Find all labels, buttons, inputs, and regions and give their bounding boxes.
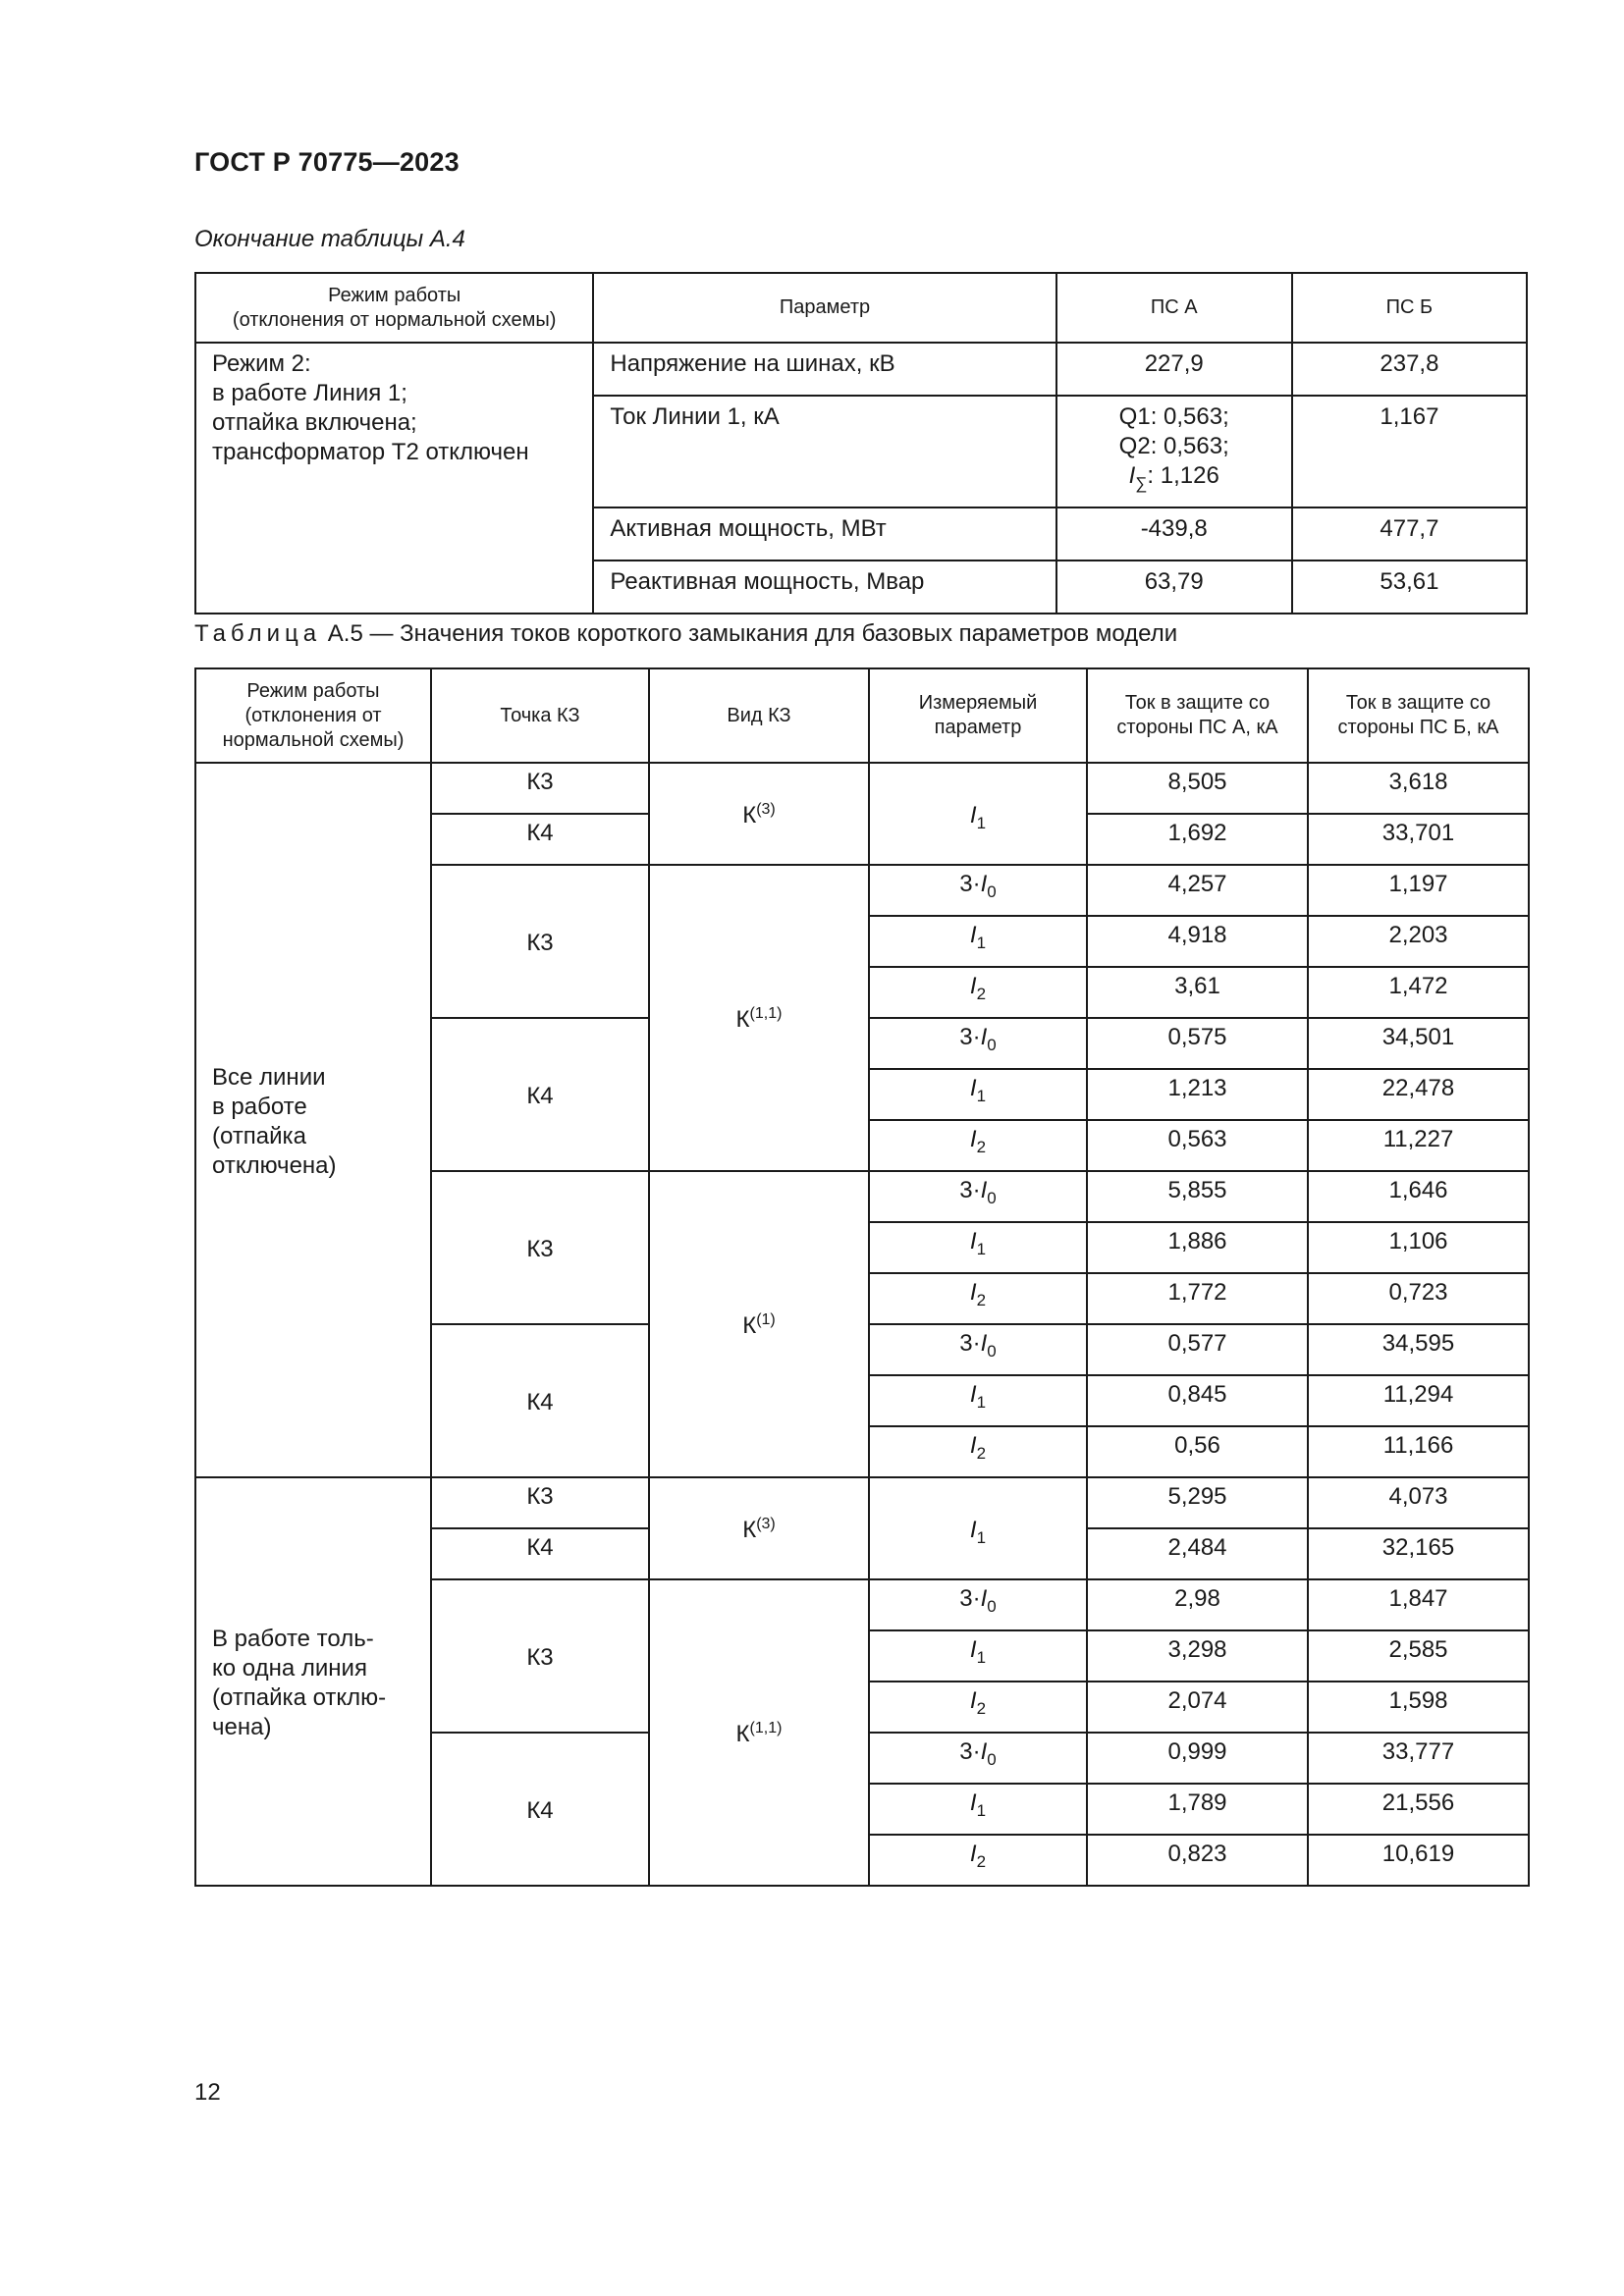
measured-param-cell bbox=[869, 1273, 1087, 1324]
measured-param-cell bbox=[869, 1630, 1087, 1682]
param-subscript: 1 bbox=[976, 934, 987, 952]
current-ps-a-value: 5,855 bbox=[1087, 1171, 1308, 1222]
current-ps-b-value: 33,701 bbox=[1308, 814, 1529, 865]
current-symbol: I bbox=[969, 1381, 977, 1408]
fault-kind-base: К bbox=[742, 1517, 757, 1543]
current-symbol: I bbox=[969, 1126, 977, 1152]
fault-point-cell: К3 bbox=[431, 1171, 649, 1324]
value-ps-b: 237,8 bbox=[1292, 343, 1527, 396]
current-ps-a-value: 0,575 bbox=[1087, 1018, 1308, 1069]
current-ps-b-value: 33,777 bbox=[1308, 1733, 1529, 1784]
value-ps-b: 53,61 bbox=[1292, 561, 1527, 614]
value-ps-b: 1,167 bbox=[1292, 396, 1527, 507]
current-ps-a-value: 8,505 bbox=[1087, 763, 1308, 814]
fault-point-cell: К4 bbox=[431, 1733, 649, 1886]
current-ps-b-value: 21,556 bbox=[1308, 1784, 1529, 1835]
current-symbol: I bbox=[969, 1432, 977, 1459]
value-ps-a bbox=[1056, 396, 1292, 507]
param-multiplier: 3· bbox=[959, 1585, 981, 1612]
current-ps-b-value: 2,585 bbox=[1308, 1630, 1529, 1682]
measured-param-cell bbox=[869, 1171, 1087, 1222]
current-symbol: I bbox=[969, 1636, 977, 1663]
measured-param-cell bbox=[869, 1120, 1087, 1171]
current-symbol: I bbox=[969, 1228, 977, 1255]
current-ps-a-value: 1,789 bbox=[1087, 1784, 1308, 1835]
param-subscript: 1 bbox=[976, 1393, 987, 1412]
measured-param-cell bbox=[869, 1784, 1087, 1835]
header-point: Точка КЗ bbox=[431, 668, 649, 763]
fault-point-cell: К3 bbox=[431, 1477, 649, 1528]
current-symbol: I bbox=[980, 1330, 988, 1357]
header-current-ps-b: Ток в защите со стороны ПС Б, кА bbox=[1308, 668, 1529, 763]
table-row bbox=[195, 1477, 1529, 1528]
q1-value: Q1: 0,563; bbox=[1118, 403, 1229, 430]
current-ps-a-value: 0,823 bbox=[1087, 1835, 1308, 1886]
current-symbol: I bbox=[969, 1517, 977, 1543]
fault-kind-cell bbox=[649, 1171, 869, 1477]
sum-subscript: ∑ bbox=[1135, 474, 1148, 493]
measured-param-cell bbox=[869, 967, 1087, 1018]
param-subscript: 0 bbox=[987, 1750, 997, 1769]
current-symbol: I bbox=[980, 871, 988, 897]
measured-param-cell bbox=[869, 1375, 1087, 1426]
value-ps-a: -439,8 bbox=[1056, 507, 1292, 561]
header-current-ps-a: Ток в защите со стороны ПС А, кА bbox=[1087, 668, 1308, 763]
fault-kind-superscript: (1) bbox=[756, 1311, 776, 1328]
param-subscript: 0 bbox=[987, 1342, 997, 1361]
current-symbol: I bbox=[969, 973, 977, 999]
table-continuation-label: Окончание таблицы А.4 bbox=[194, 226, 465, 252]
fault-kind-cell bbox=[649, 1477, 869, 1579]
current-ps-b-value: 3,618 bbox=[1308, 763, 1529, 814]
param-subscript: 1 bbox=[976, 1801, 987, 1820]
param-subscript: 2 bbox=[976, 985, 987, 1003]
value-ps-b: 477,7 bbox=[1292, 507, 1527, 561]
measured-param-cell bbox=[869, 1579, 1087, 1630]
param-multiplier: 3· bbox=[959, 1330, 981, 1357]
measured-param-cell bbox=[869, 1069, 1087, 1120]
param-subscript: 0 bbox=[987, 1597, 997, 1616]
current-ps-b-value: 4,073 bbox=[1308, 1477, 1529, 1528]
header-parameter: Параметр bbox=[593, 273, 1056, 343]
fault-kind-base: К bbox=[742, 1312, 757, 1339]
current-ps-b-value: 32,165 bbox=[1308, 1528, 1529, 1579]
current-ps-a-value: 2,98 bbox=[1087, 1579, 1308, 1630]
current-symbol: I bbox=[1128, 462, 1136, 489]
current-ps-b-value: 1,598 bbox=[1308, 1682, 1529, 1733]
current-symbol: I bbox=[969, 802, 977, 828]
header-kind: Вид КЗ bbox=[649, 668, 869, 763]
measured-param-cell bbox=[869, 1222, 1087, 1273]
table-header-row bbox=[195, 668, 1529, 763]
current-ps-a-value: 2,074 bbox=[1087, 1682, 1308, 1733]
current-ps-a-value: 0,999 bbox=[1087, 1733, 1308, 1784]
param-multiplier: 3· bbox=[959, 1177, 981, 1203]
current-ps-a-value: 5,295 bbox=[1087, 1477, 1308, 1528]
header-ps-b: ПС Б bbox=[1292, 273, 1527, 343]
current-symbol: I bbox=[969, 1279, 977, 1306]
page-number: 12 bbox=[194, 2079, 221, 2106]
current-ps-a-value: 4,918 bbox=[1087, 916, 1308, 967]
param-subscript: 2 bbox=[976, 1852, 987, 1871]
current-ps-b-value: 1,847 bbox=[1308, 1579, 1529, 1630]
fault-kind-superscript: (1,1) bbox=[749, 1005, 783, 1022]
current-ps-a-value: 4,257 bbox=[1087, 865, 1308, 916]
current-ps-b-value: 0,723 bbox=[1308, 1273, 1529, 1324]
current-ps-b-value: 10,619 bbox=[1308, 1835, 1529, 1886]
measured-param-cell bbox=[869, 865, 1087, 916]
fault-point-cell: К3 bbox=[431, 1579, 649, 1733]
current-symbol: I bbox=[969, 1841, 977, 1867]
header-mode: Режим работы (отклонения от нормальной схемы) bbox=[195, 668, 431, 763]
measured-param-cell bbox=[869, 1835, 1087, 1886]
document-header: ГОСТ Р 70775—2023 bbox=[194, 147, 460, 177]
header-mode: Режим работы (отклонения от нормальной схемы) bbox=[195, 273, 593, 343]
caption-text: А.5 — Значения токов короткого замыкания для базовых параметров модели bbox=[327, 620, 1178, 647]
current-symbol: I bbox=[980, 1177, 988, 1203]
current-symbol: I bbox=[969, 1789, 977, 1816]
table-header-row bbox=[195, 273, 1527, 343]
fault-point-cell: К4 bbox=[431, 1324, 649, 1477]
current-symbol: I bbox=[980, 1585, 988, 1612]
current-symbol: I bbox=[969, 1075, 977, 1101]
param-multiplier: 3· bbox=[959, 871, 981, 897]
param-subscript: 1 bbox=[976, 1528, 987, 1547]
current-ps-a-value: 0,563 bbox=[1087, 1120, 1308, 1171]
measured-param-cell bbox=[869, 1477, 1087, 1579]
measured-param-cell bbox=[869, 1426, 1087, 1477]
current-ps-b-value: 2,203 bbox=[1308, 916, 1529, 967]
current-symbol: I bbox=[980, 1024, 988, 1050]
table-a5 bbox=[194, 667, 1530, 1887]
current-ps-b-value: 1,646 bbox=[1308, 1171, 1529, 1222]
header-measured-param: Измеряемый параметр bbox=[869, 668, 1087, 763]
q2-value: Q2: 0,563; bbox=[1118, 433, 1229, 459]
sum-number: : 1,126 bbox=[1147, 462, 1219, 489]
param-cell: Напряжение на шинах, кВ bbox=[593, 343, 1056, 396]
fault-kind-superscript: (3) bbox=[756, 801, 776, 818]
param-subscript: 1 bbox=[976, 1648, 987, 1667]
measured-param-cell bbox=[869, 1733, 1087, 1784]
current-ps-a-value: 3,298 bbox=[1087, 1630, 1308, 1682]
current-ps-b-value: 1,197 bbox=[1308, 865, 1529, 916]
mode-cell: Режим 2: в работе Линия 1; отпайка включена; трансформатор Т2 отключен bbox=[195, 343, 593, 614]
param-cell: Реактивная мощность, Мвар bbox=[593, 561, 1056, 614]
header-ps-a: ПС А bbox=[1056, 273, 1292, 343]
measured-param-cell bbox=[869, 916, 1087, 967]
fault-kind-cell bbox=[649, 763, 869, 865]
fault-kind-cell bbox=[649, 1579, 869, 1886]
measured-param-cell bbox=[869, 1324, 1087, 1375]
value-ps-a: 63,79 bbox=[1056, 561, 1292, 614]
current-ps-a-value: 0,845 bbox=[1087, 1375, 1308, 1426]
table-row bbox=[195, 343, 1527, 396]
param-subscript: 1 bbox=[976, 814, 987, 832]
param-subscript: 1 bbox=[976, 1240, 987, 1258]
param-subscript: 2 bbox=[976, 1444, 987, 1463]
fault-kind-superscript: (3) bbox=[756, 1516, 776, 1532]
current-ps-b-value: 34,595 bbox=[1308, 1324, 1529, 1375]
mode-cell: Все линии в работе (отпайка отключена) bbox=[195, 763, 431, 1477]
current-ps-a-value: 0,56 bbox=[1087, 1426, 1308, 1477]
current-ps-a-value: 1,886 bbox=[1087, 1222, 1308, 1273]
param-cell: Ток Линии 1, кА bbox=[593, 396, 1056, 507]
fault-point-cell: К4 bbox=[431, 814, 649, 865]
current-ps-a-value: 1,213 bbox=[1087, 1069, 1308, 1120]
sum-value bbox=[1073, 461, 1275, 491]
current-ps-b-value: 22,478 bbox=[1308, 1069, 1529, 1120]
current-ps-a-value: 0,577 bbox=[1087, 1324, 1308, 1375]
measured-param-cell bbox=[869, 1682, 1087, 1733]
measured-param-cell bbox=[869, 1018, 1087, 1069]
fault-point-cell: К3 bbox=[431, 865, 649, 1018]
fault-point-cell: К4 bbox=[431, 1528, 649, 1579]
current-ps-a-value: 3,61 bbox=[1087, 967, 1308, 1018]
current-ps-a-value: 2,484 bbox=[1087, 1528, 1308, 1579]
caption-prefix: Таблица bbox=[194, 620, 322, 647]
current-ps-b-value: 34,501 bbox=[1308, 1018, 1529, 1069]
fault-kind-base: К bbox=[742, 802, 757, 828]
param-subscript: 2 bbox=[976, 1291, 987, 1309]
value-ps-a: 227,9 bbox=[1056, 343, 1292, 396]
current-symbol: I bbox=[969, 1687, 977, 1714]
fault-kind-superscript: (1,1) bbox=[749, 1720, 783, 1736]
table-a5-caption bbox=[194, 620, 1177, 648]
param-subscript: 0 bbox=[987, 1189, 997, 1207]
current-ps-b-value: 1,106 bbox=[1308, 1222, 1529, 1273]
current-ps-b-value: 11,227 bbox=[1308, 1120, 1529, 1171]
table-row bbox=[195, 763, 1529, 814]
measured-param-cell bbox=[869, 763, 1087, 865]
fault-point-cell: К3 bbox=[431, 763, 649, 814]
param-multiplier: 3· bbox=[959, 1024, 981, 1050]
fault-kind-base: К bbox=[735, 1721, 750, 1747]
param-subscript: 2 bbox=[976, 1138, 987, 1156]
current-ps-a-value: 1,692 bbox=[1087, 814, 1308, 865]
table-a5-body bbox=[195, 763, 1529, 1886]
current-ps-a-value: 1,772 bbox=[1087, 1273, 1308, 1324]
param-subscript: 0 bbox=[987, 882, 997, 901]
param-subscript: 0 bbox=[987, 1036, 997, 1054]
current-ps-b-value: 11,294 bbox=[1308, 1375, 1529, 1426]
current-symbol: I bbox=[969, 922, 977, 948]
fault-kind-base: К bbox=[735, 1006, 750, 1033]
mode-cell: В работе толь- ко одна линия (отпайка отклю- чена) bbox=[195, 1477, 431, 1886]
table-a4 bbox=[194, 272, 1528, 614]
current-ps-b-value: 11,166 bbox=[1308, 1426, 1529, 1477]
current-symbol: I bbox=[980, 1738, 988, 1765]
fault-kind-cell bbox=[649, 865, 869, 1171]
param-subscript: 1 bbox=[976, 1087, 987, 1105]
param-subscript: 2 bbox=[976, 1699, 987, 1718]
fault-point-cell: К4 bbox=[431, 1018, 649, 1171]
current-ps-b-value: 1,472 bbox=[1308, 967, 1529, 1018]
param-multiplier: 3· bbox=[959, 1738, 981, 1765]
param-cell: Активная мощность, МВт bbox=[593, 507, 1056, 561]
